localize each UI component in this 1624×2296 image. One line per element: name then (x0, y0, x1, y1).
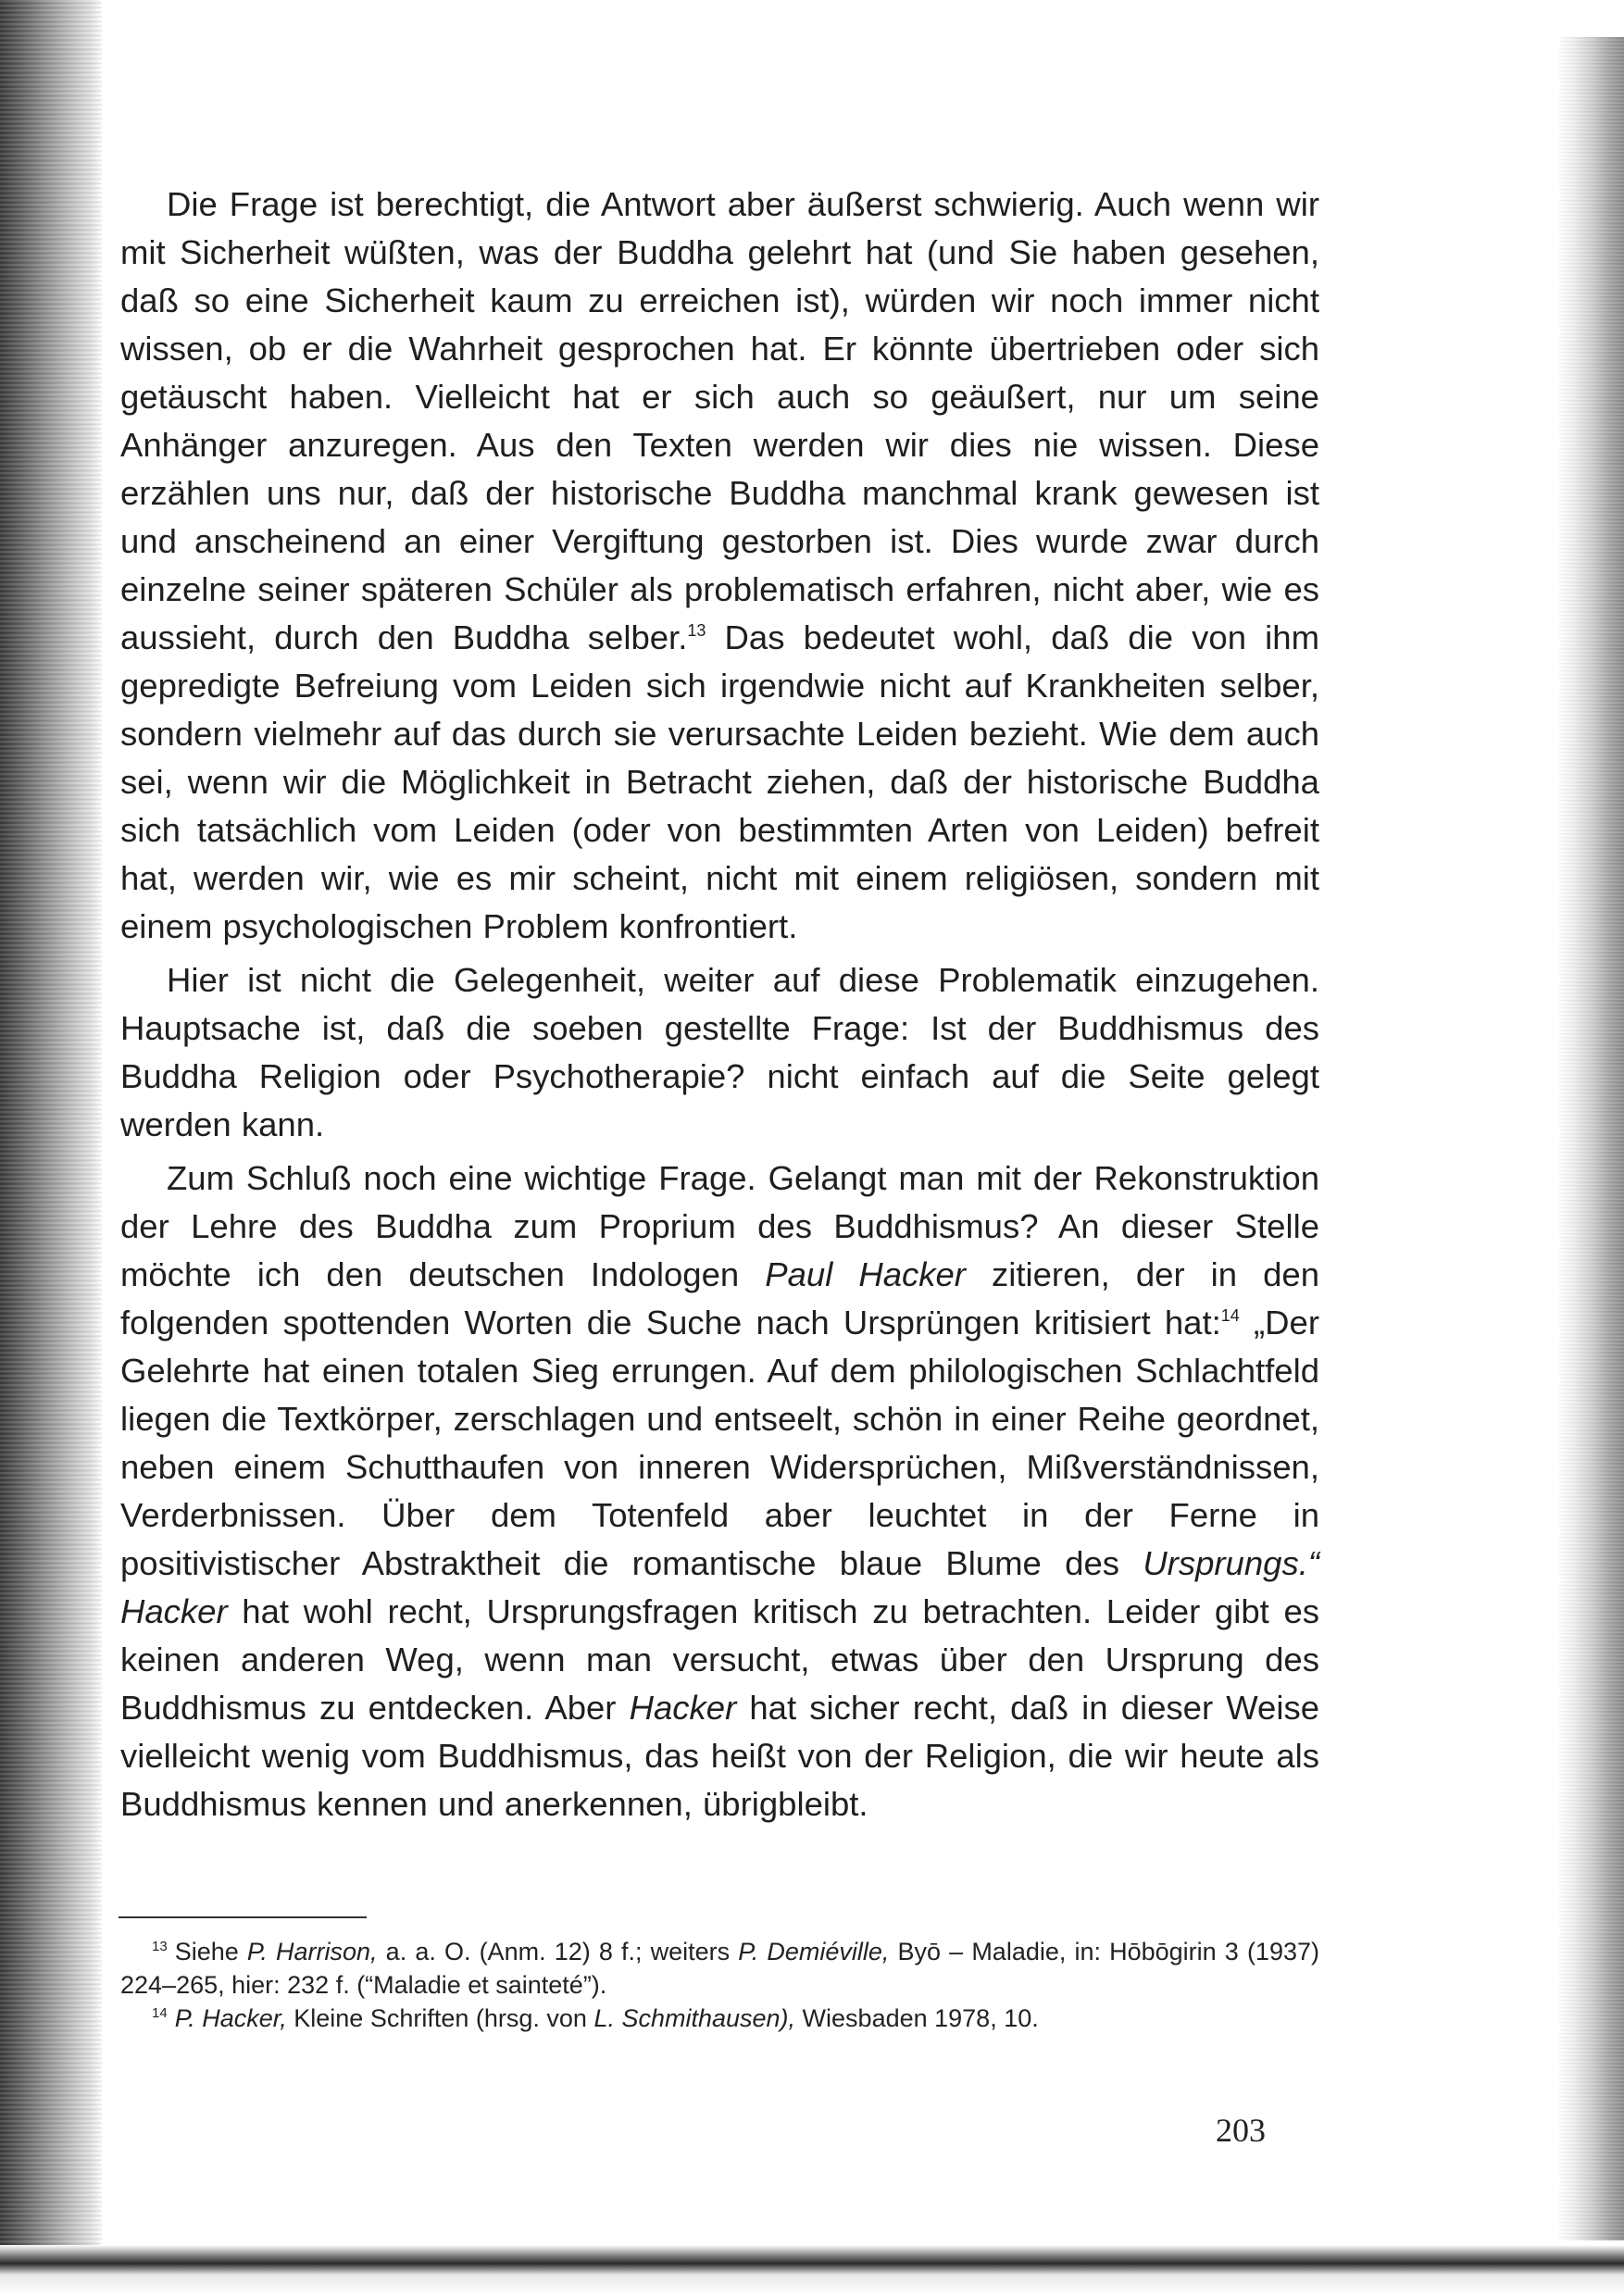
text-run: „Der Gelehrte hat einen totalen Sieg errungen. Auf dem philologischen Schlachtfeld liegen die Textkörper, zerschlagen und entseelt, schön in einer Reihe geordnet, neben einem Schutthaufen von inneren Widersprüchen, Mißverständnissen, Verderbnissen. Über dem Totenfeld aber leuchtet in der Ferne in positivistischer Abstraktheit die romantische blaue Blume des (120, 1304, 1319, 1582)
footnote (120, 2002, 1319, 2035)
text-run: hat wohl recht, Ursprungsfragen kritisch zu betrachten. Leider gibt es keinen anderen Weg, wenn man versucht, etwas über den Ursprung des Buddhismus zu entdecken. Aber (120, 1592, 1319, 1727)
text-run: Wiesbaden 1978, 10. (795, 2004, 1039, 2032)
text-run: hat sicher recht, daß in dieser Weise vielleicht wenig vom Buddhismus, das heißt von der Religion, die wir heute als Buddhismus kennen und anerkennen, übrigbleibt. (120, 1689, 1320, 1823)
emphasized-name: P. Harrison, (246, 1938, 378, 1965)
footnote-number: 14 (152, 2005, 168, 2021)
footnote-reference: 13 (687, 621, 706, 640)
text-run: Siehe (174, 1938, 247, 1965)
emphasized-name: P. Hacker, (174, 2004, 287, 2032)
footnote (120, 1935, 1319, 2002)
text-run: Zum Schluß noch eine wichtige Frage. Gelangt man mit der Rekonstruktion der Lehre des Buddha zum Proprium des Buddhismus? An dieser Stelle möchte ich den deutschen Indologen (120, 1159, 1319, 1293)
footnote-separator (119, 1916, 367, 1918)
emphasized-name: Hacker (120, 1592, 228, 1630)
text-run: zitieren, der in den folgenden spottenden Worten die Suche nach Ursprüngen kritisiert hat: (120, 1255, 1319, 1341)
footnote-number: 13 (152, 1939, 168, 1954)
paragraph (120, 181, 1319, 951)
emphasized-name: P. Demiéville, (738, 1938, 890, 1965)
page-number: 203 (1216, 2112, 1266, 2149)
paragraph (120, 956, 1319, 1149)
text-run: Kleine Schriften (hrsg. von (286, 2004, 594, 2032)
paragraph (120, 1154, 1319, 1828)
text-run: a. a. O. (Anm. 12) 8 f.; weiters (377, 1938, 739, 1965)
page-edge-shadow (1559, 37, 1624, 2240)
text-run: Das bedeutet wohl, daß die von ihm gepredigte Befreiung vom Leiden sich irgendwie nicht auf Krankheiten selber, sondern vielmehr auf das durch sie verursachte Leiden bezieht. Wie dem auch sei, wenn wir die Möglichkeit in Betracht ziehen, daß der historische Buddha sich tatsächlich vom Leiden (oder von bestimmten Arten von Leiden) befreit hat, werden wir, wie es mir scheint, nicht mit einem religiösen, sondern mit einem psychologischen Problem konfrontiert. (120, 618, 1319, 945)
text-run: Die Frage ist berechtigt, die Antwort aber äußerst schwierig. Auch wenn wir mit Sicherheit wüßten, was der Buddha gelehrt hat (und Sie haben gesehen, daß so eine Sicherheit kaum zu erreichen ist), würden wir noch immer nicht wissen, ob er die Wahrheit gesprochen hat. Er könnte übertrieben oder sich getäuscht haben. Vielleicht hat er sich auch so geäußert, nur um seine Anhänger anzuregen. Aus den Texten werden wir dies nie wissen. Diese erzählen uns nur, daß der historische Buddha manchmal krank gewesen ist und anscheinend an einer Vergiftung gestorben ist. Dies wurde zwar durch einzelne seiner späteren Schüler als problematisch erfahren, nicht aber, wie es aussieht, durch den Buddha selber. (120, 185, 1319, 656)
main-text (120, 181, 1319, 1828)
book-gutter-shadow (0, 0, 102, 2296)
scan-bottom-edge (0, 2245, 1624, 2296)
emphasized-name: L. Schmithausen), (593, 2004, 796, 2032)
text-run: Byō – Maladie, in: Hōbōgirin 3 (1937) 224–265, hier: 232 f. (“Maladie et sainteté”). (120, 1938, 1319, 1999)
text-run: Hier ist nicht die Gelegenheit, weiter auf diese Problematik einzugehen. Hauptsache ist, daß die soeben gestellte Frage: Ist der Buddhismus des Buddha Religion oder Psychotherapie? nicht einfach auf die Seite gelegt werden kann. (120, 961, 1319, 1143)
footnote-reference: 14 (1220, 1306, 1240, 1325)
emphasized-name: Paul Hacker (765, 1255, 966, 1293)
emphasized-name: Ursprungs.“ (1143, 1544, 1319, 1582)
footnotes (120, 1935, 1319, 2035)
emphasized-name: Hacker (629, 1689, 737, 1727)
